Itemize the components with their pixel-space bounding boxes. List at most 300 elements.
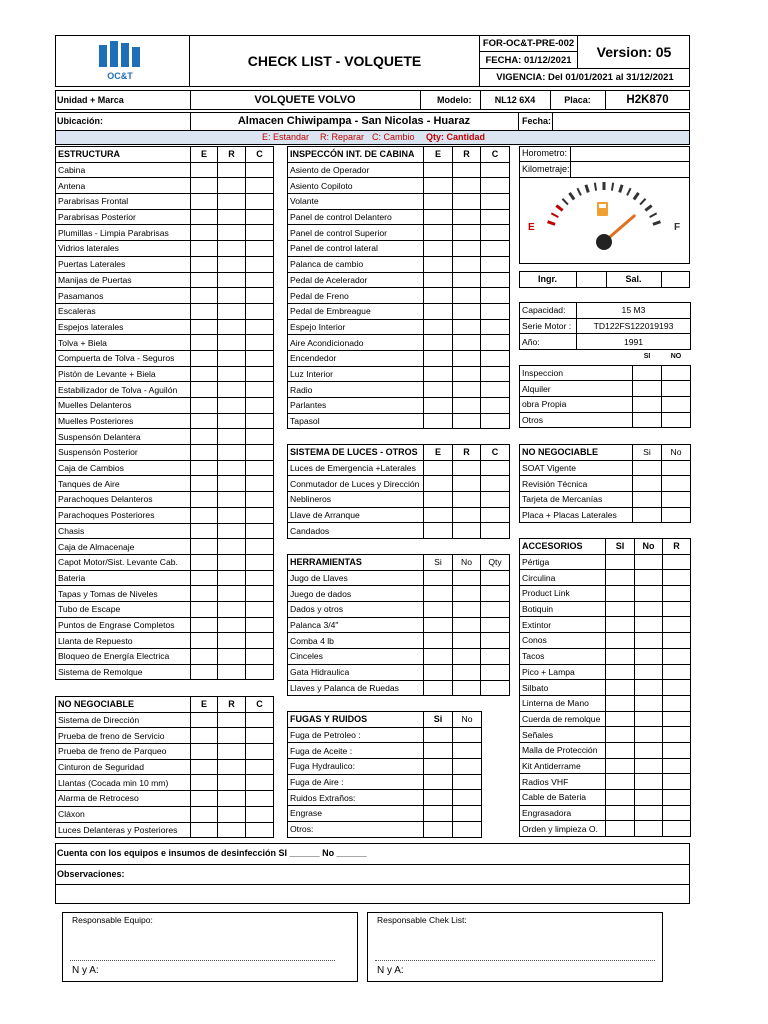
estructura-check-cell[interactable] (218, 382, 246, 398)
no-negociable-check-cell[interactable] (246, 775, 274, 791)
herramientas-check-cell[interactable] (481, 680, 510, 696)
estructura-check-cell[interactable] (246, 178, 274, 194)
estructura-check-cell[interactable] (246, 460, 274, 476)
estructura-check-cell[interactable] (191, 350, 218, 366)
accesorios-check-cell[interactable] (606, 711, 635, 727)
propiedad-check-cell[interactable] (662, 365, 691, 381)
estructura-check-cell[interactable] (246, 350, 274, 366)
no-negociable-right-check-cell[interactable] (633, 492, 662, 508)
inspeccion-check-cell[interactable] (481, 256, 510, 272)
inspeccion-check-cell[interactable] (424, 335, 453, 351)
estructura-check-cell[interactable] (191, 445, 218, 461)
no-negociable-check-cell[interactable] (218, 728, 246, 744)
estructura-check-cell[interactable] (246, 649, 274, 665)
estructura-check-cell[interactable] (218, 413, 246, 429)
estructura-check-cell[interactable] (218, 241, 246, 257)
estructura-check-cell[interactable] (246, 194, 274, 210)
herramientas-check-cell[interactable] (424, 664, 453, 680)
fugas-check-cell[interactable] (453, 727, 482, 743)
estructura-check-cell[interactable] (246, 335, 274, 351)
estructura-check-cell[interactable] (191, 162, 218, 178)
inspeccion-check-cell[interactable] (453, 241, 481, 257)
accesorios-check-cell[interactable] (635, 790, 663, 806)
estructura-check-cell[interactable] (218, 366, 246, 382)
estructura-check-cell[interactable] (218, 476, 246, 492)
accesorios-check-cell[interactable] (606, 664, 635, 680)
estructura-item-label: Parabrisas Frontal (56, 194, 191, 210)
estructura-check-cell[interactable] (191, 570, 218, 586)
estructura-item-label: Vidrios laterales (56, 241, 191, 257)
accesorios-check-cell[interactable] (606, 727, 635, 743)
no-negociable-right-check-cell[interactable] (662, 460, 691, 476)
accesorios-check-cell[interactable] (663, 774, 691, 790)
inspeccion-check-cell[interactable] (453, 398, 481, 414)
accesorios-check-cell[interactable] (606, 617, 635, 633)
propiedad-check-cell[interactable] (633, 412, 662, 428)
inspeccion-check-cell[interactable] (481, 194, 510, 210)
fugas-check-cell[interactable] (424, 743, 453, 759)
estructura-check-cell[interactable] (246, 256, 274, 272)
estructura-check-cell[interactable] (246, 586, 274, 602)
estructura-check-cell[interactable] (218, 445, 246, 461)
fugas-check-cell[interactable] (424, 727, 453, 743)
accesorios-check-cell[interactable] (663, 695, 691, 711)
luces-check-cell[interactable] (424, 476, 453, 492)
fugas-check-cell[interactable] (424, 774, 453, 790)
accesorios-check-cell[interactable] (663, 727, 691, 743)
luces-check-cell[interactable] (424, 460, 453, 476)
inspeccion-check-cell[interactable] (481, 398, 510, 414)
estructura-check-cell[interactable] (218, 586, 246, 602)
no-negociable-check-cell[interactable] (218, 822, 246, 838)
accesorios-check-cell[interactable] (663, 586, 691, 602)
no-negociable-check-cell[interactable] (246, 759, 274, 775)
accesorios-check-cell[interactable] (606, 570, 635, 586)
inspeccion-check-cell[interactable] (424, 256, 453, 272)
inspeccion-check-cell[interactable] (481, 303, 510, 319)
estructura-check-cell[interactable] (246, 601, 274, 617)
estructura-check-cell[interactable] (218, 633, 246, 649)
no-negociable-check-cell[interactable] (246, 712, 274, 728)
herramientas-check-cell[interactable] (453, 570, 481, 586)
accesorios-check-cell[interactable] (663, 554, 691, 570)
herramientas-check-cell[interactable] (453, 664, 481, 680)
no-negociable-right-check-cell[interactable] (662, 507, 691, 523)
estructura-check-cell[interactable] (218, 523, 246, 539)
estructura-check-cell[interactable] (246, 617, 274, 633)
estructura-check-cell[interactable] (191, 539, 218, 555)
estructura-check-cell[interactable] (246, 429, 274, 445)
estructura-check-cell[interactable] (246, 162, 274, 178)
accesorios-check-cell[interactable] (606, 554, 635, 570)
inspeccion-check-cell[interactable] (424, 319, 453, 335)
estructura-check-cell[interactable] (218, 194, 246, 210)
fugas-check-cell[interactable] (453, 759, 482, 775)
inspeccion-check-cell[interactable] (481, 350, 510, 366)
accesorios-check-cell[interactable] (663, 617, 691, 633)
estructura-check-cell[interactable] (218, 664, 246, 680)
inspeccion-check-cell[interactable] (481, 225, 510, 241)
accesorios-check-cell[interactable] (635, 821, 663, 837)
herramientas-check-cell[interactable] (424, 617, 453, 633)
no-negociable-right-check-cell[interactable] (662, 476, 691, 492)
inspeccion-check-cell[interactable] (424, 366, 453, 382)
estructura-check-cell[interactable] (191, 649, 218, 665)
estructura-check-cell[interactable] (191, 476, 218, 492)
estructura-check-cell[interactable] (218, 319, 246, 335)
estructura-check-cell[interactable] (191, 256, 218, 272)
luces-check-cell[interactable] (453, 460, 481, 476)
estructura-check-cell[interactable] (191, 225, 218, 241)
herramientas-check-cell[interactable] (481, 664, 510, 680)
inspeccion-check-cell[interactable] (481, 288, 510, 304)
no-negociable-right-check-cell[interactable] (633, 507, 662, 523)
herramientas-check-cell[interactable] (481, 586, 510, 602)
estructura-check-cell[interactable] (218, 507, 246, 523)
estructura-check-cell[interactable] (191, 617, 218, 633)
estructura-check-cell[interactable] (246, 554, 274, 570)
no-negociable-check-cell[interactable] (246, 791, 274, 807)
inspeccion-check-cell[interactable] (481, 241, 510, 257)
estructura-check-cell[interactable] (191, 554, 218, 570)
herramientas-check-cell[interactable] (424, 680, 453, 696)
accesorios-check-cell[interactable] (606, 695, 635, 711)
no-negociable-check-cell[interactable] (218, 712, 246, 728)
herramientas-check-cell[interactable] (481, 602, 510, 618)
no-negociable-check-cell[interactable] (191, 791, 218, 807)
herramientas-check-cell[interactable] (453, 633, 481, 649)
estructura-check-cell[interactable] (191, 523, 218, 539)
no-negociable-check-cell[interactable] (246, 806, 274, 822)
inspeccion-check-cell[interactable] (481, 272, 510, 288)
no-negociable-check-cell[interactable] (218, 759, 246, 775)
accesorios-check-cell[interactable] (635, 633, 663, 649)
estructura-check-cell[interactable] (246, 539, 274, 555)
accesorios-check-cell[interactable] (635, 554, 663, 570)
accesorios-check-cell[interactable] (635, 774, 663, 790)
inspeccion-check-cell[interactable] (424, 209, 453, 225)
fugas-check-cell[interactable] (453, 821, 482, 837)
estructura-check-cell[interactable] (246, 476, 274, 492)
estructura-check-cell[interactable] (191, 492, 218, 508)
luces-check-cell[interactable] (453, 507, 481, 523)
estructura-check-cell[interactable] (191, 178, 218, 194)
estructura-check-cell[interactable] (218, 601, 246, 617)
estructura-check-cell[interactable] (191, 586, 218, 602)
estructura-check-cell[interactable] (246, 209, 274, 225)
estructura-check-cell[interactable] (191, 366, 218, 382)
herramientas-check-cell[interactable] (481, 649, 510, 665)
accesorios-check-cell[interactable] (606, 790, 635, 806)
estructura-check-cell[interactable] (246, 225, 274, 241)
no-negociable-check-cell[interactable] (191, 712, 218, 728)
inspeccion-check-cell[interactable] (453, 272, 481, 288)
estructura-check-cell[interactable] (218, 460, 246, 476)
no-negociable-check-cell[interactable] (218, 744, 246, 760)
no-negociable-check-cell[interactable] (246, 728, 274, 744)
accesorios-check-cell[interactable] (663, 648, 691, 664)
herramientas-check-cell[interactable] (424, 586, 453, 602)
estructura-check-cell[interactable] (218, 570, 246, 586)
herramientas-check-cell[interactable] (453, 617, 481, 633)
estructura-check-cell[interactable] (246, 398, 274, 414)
accesorios-check-cell[interactable] (606, 821, 635, 837)
estructura-check-cell[interactable] (218, 288, 246, 304)
fugas-check-cell[interactable] (424, 790, 453, 806)
estructura-check-cell[interactable] (191, 335, 218, 351)
accesorios-check-cell[interactable] (635, 805, 663, 821)
herramientas-check-cell[interactable] (424, 570, 453, 586)
estructura-check-cell[interactable] (218, 429, 246, 445)
accesorios-check-cell[interactable] (606, 774, 635, 790)
herramientas-check-cell[interactable] (453, 586, 481, 602)
estructura-check-cell[interactable] (218, 554, 246, 570)
estructura-check-cell[interactable] (218, 649, 246, 665)
herramientas-check-cell[interactable] (453, 649, 481, 665)
propiedad-check-cell[interactable] (633, 381, 662, 397)
accesorios-check-cell[interactable] (606, 601, 635, 617)
inspeccion-check-cell[interactable] (453, 335, 481, 351)
herramientas-check-cell[interactable] (424, 649, 453, 665)
luces-check-cell[interactable] (453, 523, 481, 539)
no-negociable-check-cell[interactable] (246, 822, 274, 838)
luces-check-cell[interactable] (453, 492, 481, 508)
luces-check-cell[interactable] (481, 507, 510, 523)
no-negociable-check-cell[interactable] (218, 775, 246, 791)
herramientas-check-cell[interactable] (424, 602, 453, 618)
propiedad-check-cell[interactable] (633, 397, 662, 413)
inspeccion-check-cell[interactable] (424, 162, 453, 178)
luces-check-cell[interactable] (424, 523, 453, 539)
accesorios-check-cell[interactable] (635, 695, 663, 711)
herramientas-check-cell[interactable] (481, 633, 510, 649)
fugas-check-cell[interactable] (453, 790, 482, 806)
accesorios-check-cell[interactable] (663, 758, 691, 774)
inspeccion-check-cell[interactable] (453, 288, 481, 304)
fugas-check-cell[interactable] (453, 774, 482, 790)
inspeccion-check-cell[interactable] (453, 382, 481, 398)
luces-check-cell[interactable] (481, 523, 510, 539)
estructura-check-cell[interactable] (191, 241, 218, 257)
inspeccion-check-cell[interactable] (481, 335, 510, 351)
estructura-check-cell[interactable] (218, 492, 246, 508)
inspeccion-check-cell[interactable] (424, 288, 453, 304)
estructura-check-cell[interactable] (246, 570, 274, 586)
estructura-check-cell[interactable] (218, 335, 246, 351)
accesorios-check-cell[interactable] (606, 633, 635, 649)
inspeccion-check-cell[interactable] (481, 366, 510, 382)
no-negociable-check-cell[interactable] (191, 806, 218, 822)
estructura-check-cell[interactable] (191, 664, 218, 680)
accesorios-check-cell[interactable] (635, 680, 663, 696)
inspeccion-check-cell[interactable] (481, 162, 510, 178)
estructura-check-cell[interactable] (218, 617, 246, 633)
estructura-check-cell[interactable] (191, 601, 218, 617)
estructura-check-cell[interactable] (218, 256, 246, 272)
inspeccion-check-cell[interactable] (424, 303, 453, 319)
inspeccion-check-cell[interactable] (453, 366, 481, 382)
estructura-check-cell[interactable] (218, 225, 246, 241)
estructura-check-cell[interactable] (191, 209, 218, 225)
estructura-check-cell[interactable] (246, 288, 274, 304)
inspeccion-check-cell[interactable] (424, 382, 453, 398)
inspeccion-check-cell[interactable] (424, 350, 453, 366)
luces-check-cell[interactable] (481, 476, 510, 492)
no-negociable-check-cell[interactable] (191, 775, 218, 791)
estructura-check-cell[interactable] (246, 413, 274, 429)
estructura-check-cell[interactable] (246, 272, 274, 288)
estructura-check-cell[interactable] (246, 633, 274, 649)
inspeccion-check-cell[interactable] (453, 162, 481, 178)
inspeccion-check-cell[interactable] (424, 194, 453, 210)
herramientas-check-cell[interactable] (424, 633, 453, 649)
no-negociable-check-cell[interactable] (218, 806, 246, 822)
luces-check-cell[interactable] (424, 492, 453, 508)
estructura-check-cell[interactable] (246, 445, 274, 461)
estructura-check-cell[interactable] (191, 398, 218, 414)
no-negociable-check-cell[interactable] (191, 744, 218, 760)
inspeccion-check-cell[interactable] (481, 319, 510, 335)
inspeccion-check-cell[interactable] (424, 398, 453, 414)
no-negociable-check-cell[interactable] (246, 744, 274, 760)
herramientas-check-cell[interactable] (453, 680, 481, 696)
estructura-check-cell[interactable] (218, 178, 246, 194)
estructura-check-cell[interactable] (246, 382, 274, 398)
estructura-check-cell[interactable] (246, 492, 274, 508)
accesorios-check-cell[interactable] (606, 758, 635, 774)
inspeccion-check-cell[interactable] (481, 178, 510, 194)
estructura-check-cell[interactable] (246, 319, 274, 335)
accesorios-check-cell[interactable] (635, 742, 663, 758)
propiedad-check-cell[interactable] (633, 365, 662, 381)
inspeccion-check-cell[interactable] (453, 413, 481, 429)
inspeccion-check-cell[interactable] (453, 225, 481, 241)
estructura-check-cell[interactable] (191, 272, 218, 288)
inspeccion-check-cell[interactable] (453, 319, 481, 335)
fugas-check-cell[interactable] (424, 821, 453, 837)
propiedad-check-cell[interactable] (662, 381, 691, 397)
accesorios-check-cell[interactable] (606, 805, 635, 821)
inspeccion-check-cell[interactable] (424, 413, 453, 429)
accesorios-check-cell[interactable] (635, 570, 663, 586)
propiedad-check-cell[interactable] (662, 397, 691, 413)
estructura-check-cell[interactable] (246, 664, 274, 680)
accesorios-check-cell[interactable] (663, 790, 691, 806)
estructura-check-cell[interactable] (246, 523, 274, 539)
fugas-check-cell[interactable] (453, 743, 482, 759)
estructura-check-cell[interactable] (191, 194, 218, 210)
estructura-check-cell[interactable] (218, 350, 246, 366)
accesorios-check-cell[interactable] (606, 586, 635, 602)
accesorios-check-cell[interactable] (663, 601, 691, 617)
estructura-check-cell[interactable] (191, 507, 218, 523)
accesorios-check-cell[interactable] (663, 821, 691, 837)
accesorios-check-cell[interactable] (635, 648, 663, 664)
inspeccion-check-cell[interactable] (424, 225, 453, 241)
propiedad-check-cell[interactable] (662, 412, 691, 428)
estructura-check-cell[interactable] (191, 382, 218, 398)
accesorios-check-cell[interactable] (635, 711, 663, 727)
accesorios-check-cell[interactable] (606, 680, 635, 696)
herramientas-check-cell[interactable] (481, 617, 510, 633)
estructura-check-cell[interactable] (191, 288, 218, 304)
fugas-check-cell[interactable] (424, 806, 453, 822)
estructura-check-cell[interactable] (246, 303, 274, 319)
inspeccion-check-cell[interactable] (453, 209, 481, 225)
inspeccion-check-cell[interactable] (481, 209, 510, 225)
no-negociable-row (56, 744, 274, 760)
inspeccion-check-cell[interactable] (453, 350, 481, 366)
estructura-check-cell[interactable] (191, 303, 218, 319)
no-negociable-right-check-cell[interactable] (633, 476, 662, 492)
estructura-check-cell[interactable] (218, 162, 246, 178)
accesorios-check-cell[interactable] (606, 742, 635, 758)
inspeccion-check-cell[interactable] (481, 413, 510, 429)
inspeccion-check-cell[interactable] (453, 256, 481, 272)
no-negociable-check-cell[interactable] (191, 822, 218, 838)
no-negociable-check-cell[interactable] (191, 759, 218, 775)
no-negociable-right-check-cell[interactable] (662, 492, 691, 508)
accesorios-check-cell[interactable] (663, 664, 691, 680)
accesorios-check-cell[interactable] (663, 680, 691, 696)
estructura-check-cell[interactable] (191, 429, 218, 445)
accesorios-check-cell[interactable] (635, 727, 663, 743)
estructura-check-cell[interactable] (191, 413, 218, 429)
fugas-check-cell[interactable] (453, 806, 482, 822)
accesorios-check-cell[interactable] (635, 758, 663, 774)
no-negociable-right-check-cell[interactable] (633, 460, 662, 476)
no-negociable-check-cell[interactable] (191, 728, 218, 744)
estructura-check-cell[interactable] (246, 241, 274, 257)
inspeccion-check-cell[interactable] (481, 382, 510, 398)
accesorios-check-cell[interactable] (663, 805, 691, 821)
estructura-check-cell[interactable] (218, 272, 246, 288)
estructura-check-cell[interactable] (218, 303, 246, 319)
inspeccion-check-cell[interactable] (453, 178, 481, 194)
herramientas-check-cell[interactable] (453, 602, 481, 618)
accesorios-check-cell[interactable] (663, 711, 691, 727)
estructura-check-cell[interactable] (218, 539, 246, 555)
estructura-check-cell[interactable] (191, 319, 218, 335)
herramientas-check-cell[interactable] (481, 570, 510, 586)
accesorios-check-cell[interactable] (663, 570, 691, 586)
luces-check-cell[interactable] (453, 476, 481, 492)
accesorios-check-cell[interactable] (635, 664, 663, 680)
luces-check-cell[interactable] (424, 507, 453, 523)
estructura-check-cell[interactable] (191, 633, 218, 649)
estructura-check-cell[interactable] (218, 209, 246, 225)
inspeccion-check-cell[interactable] (424, 272, 453, 288)
fugas-check-cell[interactable] (424, 759, 453, 775)
accesorios-check-cell[interactable] (635, 586, 663, 602)
inspeccion-check-cell[interactable] (453, 194, 481, 210)
accesorios-check-cell[interactable] (663, 742, 691, 758)
accesorios-check-cell[interactable] (606, 648, 635, 664)
accesorios-check-cell[interactable] (635, 601, 663, 617)
accesorios-check-cell[interactable] (663, 633, 691, 649)
inspeccion-check-cell[interactable] (453, 303, 481, 319)
estructura-check-cell[interactable] (246, 366, 274, 382)
luces-check-cell[interactable] (481, 460, 510, 476)
luces-check-cell[interactable] (481, 492, 510, 508)
estructura-check-cell[interactable] (246, 507, 274, 523)
inspeccion-check-cell[interactable] (424, 241, 453, 257)
estructura-check-cell[interactable] (218, 398, 246, 414)
estructura-check-cell[interactable] (191, 460, 218, 476)
inspeccion-check-cell[interactable] (424, 178, 453, 194)
accesorios-check-cell[interactable] (635, 617, 663, 633)
no-negociable-check-cell[interactable] (218, 791, 246, 807)
